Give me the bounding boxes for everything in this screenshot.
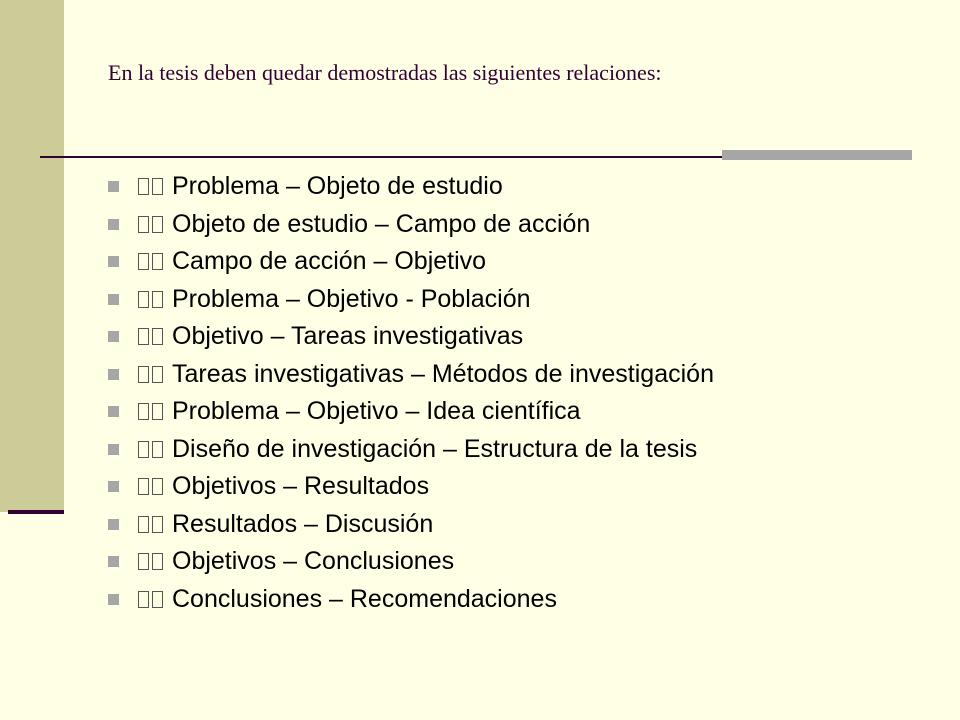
title-divider-accent — [722, 150, 912, 160]
list-item — [108, 168, 714, 206]
list-item-text: Problema – Objetivo - Población — [172, 284, 531, 313]
missing-glyph-icon — [138, 178, 163, 195]
list-item — [108, 581, 714, 619]
square-bullet-icon — [108, 444, 119, 455]
list-item — [108, 206, 714, 244]
square-bullet-icon — [108, 481, 119, 492]
left-decorative-band — [0, 0, 64, 512]
missing-glyph-icon — [138, 516, 163, 533]
missing-glyph-icon — [138, 216, 163, 233]
square-bullet-icon — [108, 369, 119, 380]
missing-glyph-icon — [138, 366, 163, 383]
list-item-text: Tareas investigativas – Métodos de investigación — [172, 359, 714, 388]
list-item-text: Objetivos – Conclusiones — [172, 547, 455, 576]
square-bullet-icon — [108, 256, 119, 267]
square-bullet-icon — [108, 594, 119, 605]
square-bullet-icon — [108, 406, 119, 417]
list-item-text: Objeto de estudio – Campo de acción — [172, 209, 591, 238]
list-item — [108, 281, 714, 319]
missing-glyph-icon — [138, 291, 163, 308]
list-item-text: Objetivo – Tareas investigativas — [172, 322, 524, 351]
square-bullet-icon — [108, 331, 119, 342]
square-bullet-icon — [108, 519, 119, 530]
relations-list — [108, 168, 714, 618]
missing-glyph-icon — [138, 328, 163, 345]
list-item — [108, 243, 714, 281]
list-item-text: Problema – Objeto de estudio — [172, 172, 503, 201]
square-bullet-icon — [108, 181, 119, 192]
missing-glyph-icon — [138, 478, 163, 495]
missing-glyph-icon — [138, 403, 163, 420]
list-item-text: Objetivos – Resultados — [172, 472, 430, 501]
list-item-text: Conclusiones – Recomendaciones — [172, 584, 557, 613]
list-item — [108, 468, 714, 506]
slide-title: En la tesis deben quedar demostradas las siguientes relaciones: — [108, 60, 662, 85]
missing-glyph-icon — [138, 253, 163, 270]
square-bullet-icon — [108, 294, 119, 305]
list-item-text: Campo de acción – Objetivo — [172, 247, 487, 276]
square-bullet-icon — [108, 556, 119, 567]
missing-glyph-icon — [138, 441, 163, 458]
list-item — [108, 431, 714, 469]
missing-glyph-icon — [138, 591, 163, 608]
list-item — [108, 393, 714, 431]
list-item — [108, 318, 714, 356]
left-band-end-rule — [8, 510, 64, 514]
list-item-text: Problema – Objetivo – Idea científica — [172, 397, 581, 426]
list-item-text: Diseño de investigación – Estructura de la tesis — [172, 434, 698, 463]
list-item — [108, 543, 714, 581]
square-bullet-icon — [108, 219, 119, 230]
list-item — [108, 356, 714, 394]
list-item — [108, 506, 714, 544]
list-item-text: Resultados – Discusión — [172, 509, 434, 538]
missing-glyph-icon — [138, 553, 163, 570]
